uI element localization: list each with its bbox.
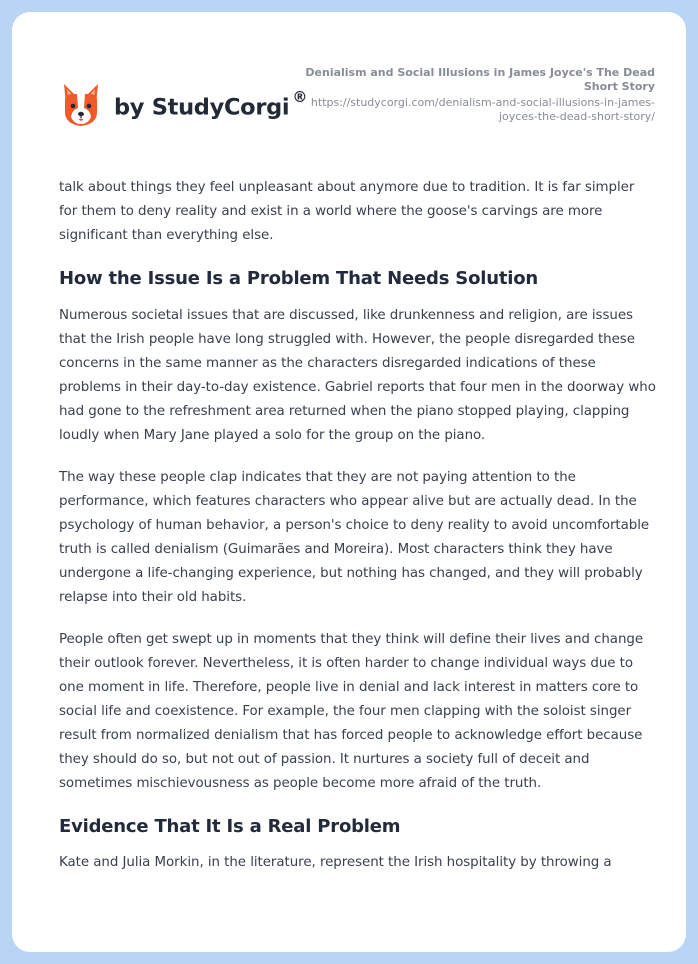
brand-name: by StudyCorgi ® xyxy=(114,87,308,121)
document-page xyxy=(12,12,686,952)
article-body xyxy=(59,176,656,893)
paragraph: The way these people clap indicates that they are not paying attention to the performance, which features characters who appear alive but are actually dead. In the psychology of human behavior, a person's choice to deny reality to avoid uncomfortable truth is called denialism (Guimarães and Moreira). Most characters think they have undergone a life-changing experience, but nothing has changed, and they will probably relapse into their old habits. xyxy=(59,470,650,605)
section-heading: Evidence That It Is a Real Problem xyxy=(59,816,401,837)
section-heading: How the Issue Is a Problem That Needs Solution xyxy=(59,268,538,289)
document-url[interactable]: https://studycorgi.com/denialism-and-social-illusions-in-james-joyces-the-dead-short-story/ xyxy=(310,96,655,123)
studycorgi-logo[interactable] xyxy=(60,76,307,136)
paragraph: People often get swept up in moments that they think will define their lives and change their outlook forever. Nevertheless, it is often harder to change individual ways due to one moment in life. Therefore, people live in denial and lack interest in matters core to social life and coexistence. For example, the four men clapping with the soloist singer result from normalized denialism that has forced people to acknowledge effort because they should do so, but not out of passion. It nurtures a society full of deceit and sometimes mischievousness as people become more afraid of the truth. xyxy=(59,632,644,791)
paragraph: Numerous societal issues that are discussed, like drunkenness and religion, are issues that the Irish people have long struggled with. However, the people disregarded these concerns in the same manner as the characters disregarded indications of these problems in their day-to-day existence. Gabriel reports that four men in the doorway who had gone to the refreshment area returned when the piano stopped playing, clapping loudly when Mary Jane played a solo for the group on the piano. xyxy=(59,308,656,443)
paragraph: Kate and Julia Morkin, in the literature, represent the Irish hospitality by throwing a xyxy=(59,855,612,870)
document-meta xyxy=(305,66,655,124)
corgi-icon xyxy=(60,82,102,130)
registered-mark: ® xyxy=(292,87,308,106)
paragraph: talk about things they feel unpleasant about anymore due to tradition. It is far simpler for them to deny reality and exist in a world where the goose's carvings are more significant than everything else. xyxy=(59,180,635,243)
document-title: Denialism and Social Illusions in James Joyce's The Dead Short Story xyxy=(305,66,655,93)
